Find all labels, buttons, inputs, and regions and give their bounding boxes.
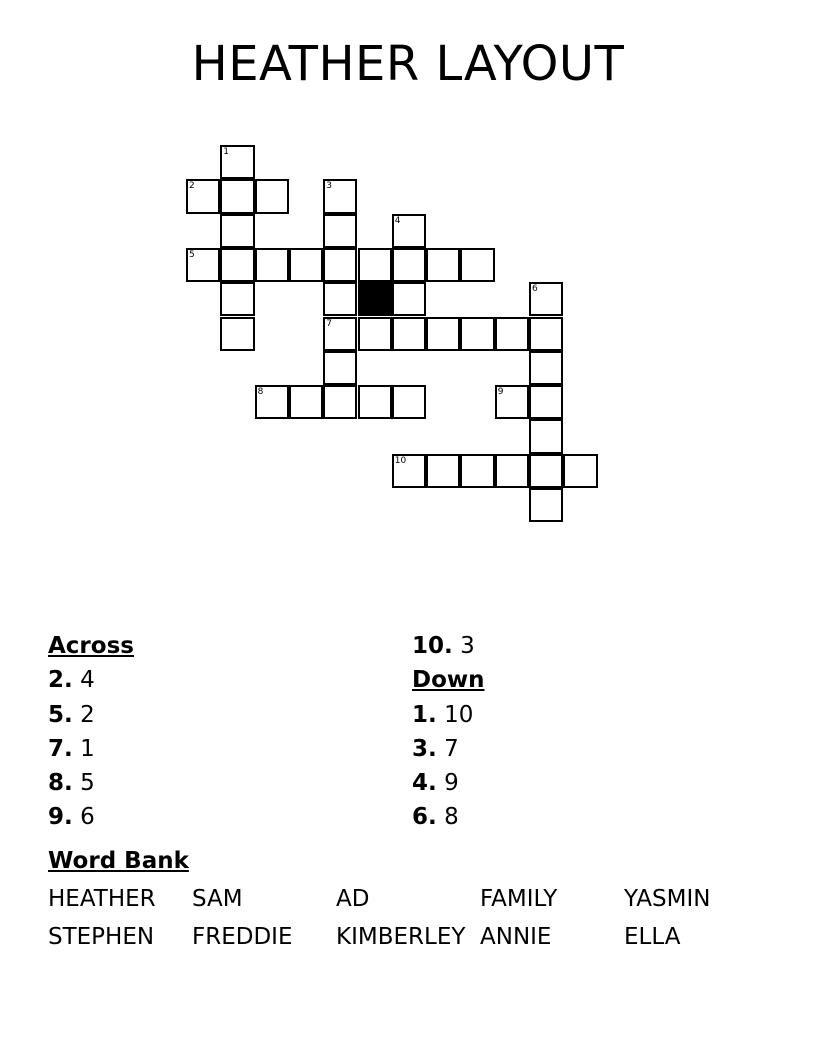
grid-cell[interactable] — [426, 454, 460, 488]
clue-answer: 2 — [80, 701, 95, 728]
cell-number: 5 — [189, 249, 195, 260]
grid-cell[interactable] — [220, 179, 254, 213]
grid-cell[interactable] — [323, 179, 357, 213]
grid-cell[interactable] — [529, 282, 563, 316]
clue-answer: 9 — [444, 770, 459, 797]
grid-cell[interactable] — [323, 317, 357, 351]
word-bank-word: SAM — [192, 886, 243, 912]
clue-number: 10. — [412, 633, 453, 659]
grid-cell[interactable] — [255, 385, 289, 419]
grid-cell[interactable] — [186, 179, 220, 213]
grid-cell[interactable] — [495, 317, 529, 351]
clue-answer: 8 — [444, 804, 459, 831]
clue-number: 6. — [412, 804, 437, 831]
cell-number: 6 — [532, 284, 538, 295]
word-bank-word: ELLA — [624, 924, 681, 950]
grid-cell[interactable] — [495, 454, 529, 488]
grid-cell[interactable] — [323, 248, 357, 282]
grid-cell[interactable] — [358, 248, 392, 282]
grid-cell[interactable] — [529, 351, 563, 385]
clue-across — [412, 629, 485, 663]
clue-down — [412, 800, 485, 834]
page-title: HEATHER LAYOUT — [191, 36, 625, 92]
word-bank-word: FAMILY — [480, 886, 558, 912]
grid-cell[interactable] — [323, 282, 357, 316]
grid-cell[interactable] — [220, 248, 254, 282]
grid-cell[interactable] — [323, 385, 357, 419]
grid-cell[interactable] — [323, 214, 357, 248]
word-bank-word: FREDDIE — [192, 924, 293, 950]
grid-cell[interactable] — [563, 454, 597, 488]
clue-number: 5. — [48, 701, 73, 728]
across-clues — [48, 629, 134, 835]
grid-cell[interactable] — [392, 214, 426, 248]
grid-cell[interactable] — [529, 454, 563, 488]
grid-cell[interactable] — [460, 248, 494, 282]
clue-across — [48, 698, 134, 732]
clue-number: 4. — [412, 770, 437, 797]
grid-cell[interactable] — [529, 419, 563, 453]
clue-answer: 1 — [80, 735, 95, 762]
cell-number: 9 — [497, 387, 504, 398]
grid-cell[interactable] — [255, 179, 289, 213]
grid-cell[interactable] — [220, 145, 254, 179]
word-bank-word: HEATHER — [48, 886, 156, 912]
clue-answer: 4 — [80, 667, 95, 694]
grid-cell[interactable] — [392, 385, 426, 419]
clue-answer: 3 — [460, 633, 475, 659]
grid-cell[interactable] — [358, 317, 392, 351]
grid-cell[interactable] — [289, 385, 323, 419]
clue-number: 1. — [412, 701, 437, 728]
across-heading: Across — [48, 633, 134, 659]
grid-cell[interactable] — [426, 317, 460, 351]
cell-number: 4 — [394, 215, 401, 226]
clue-number: 7. — [48, 735, 73, 762]
black-cell — [358, 282, 392, 316]
clue-down — [412, 732, 485, 766]
cell-number: 3 — [326, 181, 332, 192]
clue-down — [412, 698, 485, 732]
cell-number: 1 — [223, 147, 230, 157]
grid-cell[interactable] — [392, 248, 426, 282]
cell-number: 7 — [326, 318, 332, 329]
grid-cell[interactable] — [392, 317, 426, 351]
clue-across — [48, 766, 134, 800]
grid-cell[interactable] — [186, 248, 220, 282]
grid-cell[interactable] — [495, 385, 529, 419]
clue-across — [48, 732, 134, 766]
clue-across — [48, 663, 134, 697]
grid-cell[interactable] — [529, 385, 563, 419]
down-clues — [412, 629, 485, 835]
word-bank-word: YASMIN — [624, 886, 711, 912]
word-bank-word: KIMBERLEY — [336, 924, 466, 950]
grid-cell[interactable] — [289, 248, 323, 282]
grid-cell[interactable] — [220, 317, 254, 351]
grid-cell[interactable] — [392, 454, 426, 488]
clue-answer: 10 — [444, 701, 474, 728]
clue-answer: 5 — [80, 770, 95, 797]
word-bank-heading: Word Bank — [48, 848, 189, 874]
clue-number: 2. — [48, 667, 73, 694]
clue-number: 3. — [412, 735, 437, 762]
grid-cell[interactable] — [529, 317, 563, 351]
grid-cell[interactable] — [426, 248, 460, 282]
cell-number: 8 — [257, 387, 264, 398]
grid-cell[interactable] — [220, 214, 254, 248]
word-bank-word: AD — [336, 886, 370, 912]
cell-number: 10 — [394, 455, 407, 466]
grid-cell[interactable] — [392, 282, 426, 316]
grid-cell[interactable] — [255, 248, 289, 282]
grid-cell[interactable] — [460, 317, 494, 351]
grid-cell[interactable] — [529, 488, 563, 522]
grid-cell[interactable] — [323, 351, 357, 385]
grid-cell[interactable] — [460, 454, 494, 488]
clue-number: 9. — [48, 804, 73, 831]
word-bank-word: STEPHEN — [48, 924, 155, 950]
clue-across — [48, 800, 134, 834]
clue-number: 8. — [48, 770, 73, 797]
word-bank-word: ANNIE — [480, 924, 552, 950]
grid-cell[interactable] — [358, 385, 392, 419]
clue-down — [412, 766, 485, 800]
clue-answer: 6 — [80, 804, 95, 831]
cell-number: 2 — [189, 181, 195, 192]
clue-answer: 7 — [444, 735, 459, 762]
down-heading: Down — [412, 667, 485, 694]
grid-cell[interactable] — [220, 282, 254, 316]
